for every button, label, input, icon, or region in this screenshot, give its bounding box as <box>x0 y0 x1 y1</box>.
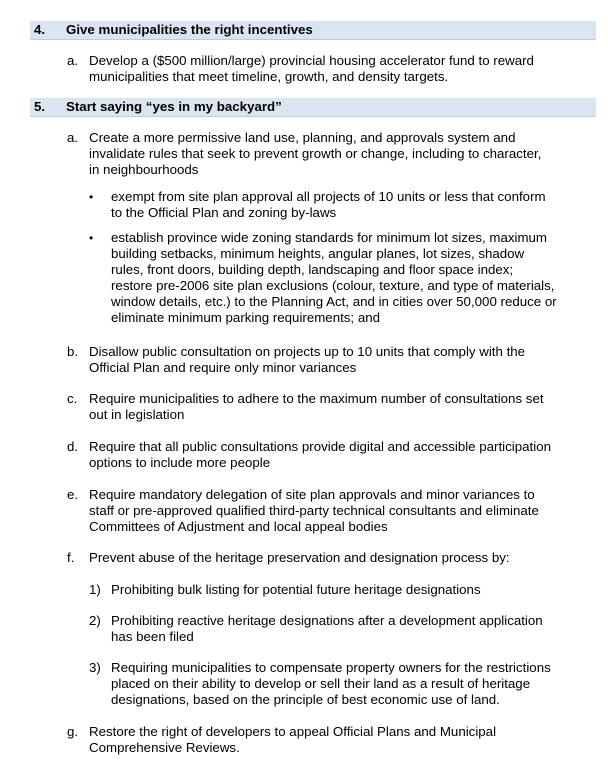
item-5g-line-2: Comprehensive Reviews. <box>89 740 240 755</box>
bullet-2-line-1: establish province wide zoning standards for minimum lot sizes, maximum <box>111 230 548 245</box>
subitem-2-marker: 2) <box>89 613 101 628</box>
item-5b-text <box>89 344 601 376</box>
subitem-1-line-1: Prohibiting bulk listing for potential future heritage designations <box>111 582 481 597</box>
section-4-number: 4. <box>34 22 46 37</box>
item-5e-marker: e. <box>67 487 79 502</box>
item-5b-line-2: Official Plan and require only minor variances <box>89 360 357 375</box>
item-5a-line-2: invalidate rules that seek to prevent growth or change, including to character, <box>89 146 542 161</box>
item-5b-line-1: Disallow public consultation on projects up to 10 units that comply with the <box>89 344 526 359</box>
item-5c-text <box>89 391 601 423</box>
item-4a-line-2: municipalities that meet timeline, growth, and density targets. <box>89 69 449 84</box>
section-5-number: 5. <box>34 99 46 114</box>
item-5f-marker: f. <box>67 550 75 565</box>
bullet-1-marker: • <box>89 190 94 204</box>
item-5a-line-3: in neighbourhoods <box>89 162 199 177</box>
item-5c-marker: c. <box>67 391 78 406</box>
item-5a-text <box>89 130 601 178</box>
bullet-2-marker: • <box>89 231 94 245</box>
bullet-2-line-3: rules, front doors, building depth, landscaping and floor space index; <box>111 262 514 277</box>
item-5f-text <box>89 550 601 566</box>
section-5-title: Start saying “yes in my backyard” <box>66 99 282 114</box>
item-5e-line-2: staff or pre-approved qualified third-party technical consultants and eliminate <box>89 503 539 518</box>
section-4-title: Give municipalities the right incentives <box>66 22 313 37</box>
item-5g-marker: g. <box>67 724 79 739</box>
bullet-1-text <box>111 189 601 221</box>
item-5d-line-2: options to include more people <box>89 455 271 470</box>
bullet-1-line-1: exempt from site plan approval all projects of 10 units or less that conform <box>111 189 546 204</box>
bullet-2-line-4: restore pre-2006 site plan exclusions (colour, texture, and type of materials, <box>111 278 555 293</box>
item-5e-line-3: Committees of Adjustment and local appeal bodies <box>89 519 388 534</box>
subitem-3-marker: 3) <box>89 660 101 675</box>
subitem-2-line-2: has been filed <box>111 629 194 644</box>
item-5g-text <box>89 724 601 756</box>
item-5c-line-2: out in legislation <box>89 407 185 422</box>
bullet-1-line-2: to the Official Plan and zoning by-laws <box>111 205 337 220</box>
item-4a-text <box>89 53 601 85</box>
item-5d-text <box>89 439 601 471</box>
item-5d-marker: d. <box>67 439 79 454</box>
subitem-2-line-1: Prohibiting reactive heritage designations after a development application <box>111 613 543 628</box>
item-5a-line-1: Create a more permissive land use, planning, and approvals system and <box>89 130 516 145</box>
item-5g-line-1: Restore the right of developers to appeal Official Plans and Municipal <box>89 724 497 739</box>
item-5c-line-1: Require municipalities to adhere to the maximum number of consultations set <box>89 391 544 406</box>
item-5b-marker: b. <box>67 344 79 359</box>
bullet-2-line-5: window details, etc.) to the Planning Act, and in cities over 50,000 reduce or <box>111 294 557 309</box>
bullet-2-line-6: eliminate minimum parking requirements; and <box>111 310 381 325</box>
bullet-2-line-2: building setbacks, minimum heights, angular planes, lot sizes, shadow <box>111 246 525 261</box>
item-5f-line-1: Prevent abuse of the heritage preservation and designation process by: <box>89 550 510 565</box>
subitem-3-text <box>111 660 601 708</box>
item-4a-line-1: Develop a ($500 million/large) provincial housing accelerator fund to reward <box>89 53 534 68</box>
subitem-3-line-3: designations, based on the principle of best economic use of land. <box>111 692 500 707</box>
item-5e-line-1: Require mandatory delegation of site plan approvals and minor variances to <box>89 487 535 502</box>
subitem-1-text <box>111 582 601 598</box>
subitem-3-line-1: Requiring municipalities to compensate property owners for the restrictions <box>111 660 551 675</box>
item-5a-marker: a. <box>67 130 79 145</box>
subitem-3-line-2: placed on their ability to develop or sell their land as a result of heritage <box>111 676 531 691</box>
bullet-2-text <box>111 230 601 326</box>
subitem-2-text <box>111 613 601 645</box>
item-4a-marker: a. <box>67 53 79 68</box>
item-5e-text <box>89 487 601 535</box>
item-5d-line-1: Require that all public consultations provide digital and accessible participation <box>89 439 551 454</box>
subitem-1-marker: 1) <box>89 582 101 597</box>
